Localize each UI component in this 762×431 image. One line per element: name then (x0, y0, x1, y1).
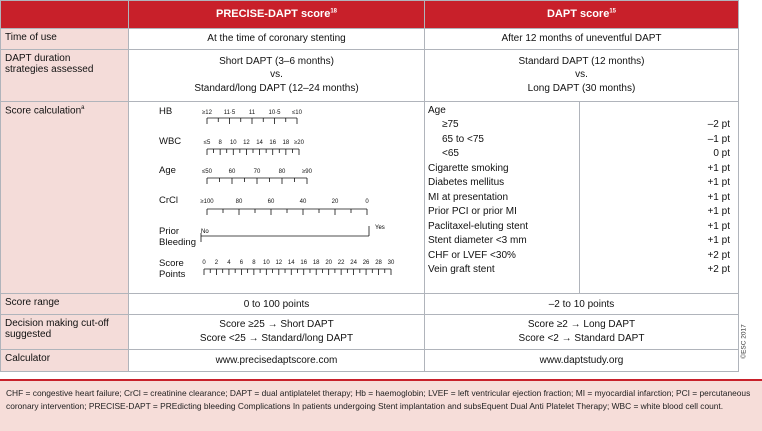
precise-decision: Score ≥25 → Short DAPT Score <25 → Standard/long DAPT (129, 314, 425, 349)
dapt-item-points: +2 pt (707, 264, 730, 275)
nomo-wbc-tick-label: 18 (282, 139, 290, 146)
nomo-score-tick-label: 30 (387, 259, 395, 266)
dapt-item-points: +1 pt (707, 220, 730, 232)
nomo-hb-tick-label: 11 (248, 109, 256, 116)
dapt-item-label: CHF or LVEF <30% (428, 249, 516, 261)
nomo-hb-tick-label: ≥12 (202, 109, 212, 116)
dapt-item-points: +1 pt (707, 162, 730, 174)
dapt-item-label: Prior PCI or prior MI (428, 206, 517, 217)
nomo-hb-label: HB (159, 105, 173, 117)
bleeding-yes: Yes (375, 224, 385, 231)
header-dapt: DAPT score$^{15}$ (425, 1, 739, 29)
dapt-item-label: Age (428, 104, 446, 116)
nomo-crcl-tick-label: 0 (365, 198, 369, 205)
dapt-item-label: 65 to <75 (442, 133, 484, 145)
nomo-score-tick-label: 22 (337, 259, 345, 266)
nomo-age-tick-label: ≤50 (202, 168, 212, 175)
label-decision: Decision making cut-off suggested (1, 314, 129, 349)
nomogram-svg (129, 102, 425, 288)
dapt-decision: Score ≥2 → Long DAPT Score <2 → Standard DAPT (425, 314, 739, 349)
dapt-item-points: +1 pt (707, 206, 730, 217)
nomo-crcl-tick-label: 20 (331, 198, 339, 205)
precise-nomogram (129, 101, 425, 294)
header-blank (1, 1, 129, 29)
nomo-wbc-tick-label: 16 (269, 139, 277, 146)
label-duration: DAPT duration strategies assessed (1, 49, 129, 101)
nomo-score-tick-label: 18 (312, 259, 320, 266)
dapt-item-label: Paclitaxel-eluting stent (428, 220, 529, 232)
header-row (1, 1, 739, 29)
nomo-score-tick-label: 16 (300, 259, 308, 266)
nomo-crcl-tick-label: 40 (299, 198, 307, 205)
label-time-of-use: Time of use (1, 28, 129, 49)
nomo-bleeding-label: Bleeding (159, 236, 196, 248)
dapt-item-points: –2 pt (707, 119, 730, 130)
nomo-score-tick-label: 10 (262, 259, 270, 266)
nomo-wbc-label: WBC (159, 135, 182, 147)
nomo-age-tick-label: ≥90 (302, 168, 312, 175)
nomo-crcl-tick-label: 80 (235, 198, 243, 205)
bleeding-no: No (201, 228, 209, 235)
dapt-time: After 12 months of uneventful DAPT (501, 33, 662, 45)
footnote: CHF = congestive heart failure; CrCl = creatinine clearance; DAPT = dual antiplatelet therapy; Hb = haemoglobin; LVEF = left ventricular ejection fraction; MI = myocardial infarction; PCI = percutaneous coronary intervention; PRECISE-DAPT = PREdicting bleeding Complications In patients undergoing Stent implantation and subsEquent Dual Anti Platelet Therapy; WBC = white blood cell count. (0, 379, 762, 431)
nomo-score-tick-label: 24 (350, 259, 357, 266)
nomo-prior-label: Prior (159, 225, 180, 237)
nomo-wbc-tick-label: ≥20 (294, 139, 304, 146)
nomo-score-tick-label: 4 (227, 259, 231, 266)
nomo-hb-tick-label: 11·5 (223, 109, 236, 116)
dapt-item-points: +1 pt (707, 235, 730, 246)
nomo-age-tick-label: 80 (278, 168, 286, 175)
nomo-score-tick-label: 2 (214, 259, 219, 266)
nomo-crcl-label: CrCl (159, 194, 178, 206)
row-score-range (1, 294, 739, 315)
nomo-score-tick-label: 0 (202, 259, 206, 266)
nomo-hb-tick-label: 10·5 (268, 109, 281, 116)
nomo-points-label: Points (159, 268, 186, 280)
dapt-item-points: +1 pt (707, 177, 730, 188)
dapt-range: –2 to 10 points (548, 298, 615, 310)
row-duration (1, 49, 739, 101)
nomo-crcl-tick-label: 60 (267, 198, 275, 205)
nomo-score-tick-label: 6 (239, 259, 244, 266)
nomo-wbc-tick-label: ≤5 (203, 139, 211, 146)
copyright-mark: ©ESC 2017 (740, 324, 748, 359)
dapt-item-points: –1 pt (707, 133, 730, 145)
dapt-item-label: Diabetes mellitus (428, 177, 505, 188)
nomo-wbc-tick-label: 14 (256, 139, 263, 146)
nomo-age-tick-label: 70 (253, 168, 261, 175)
nomo-score-tick-label: 12 (275, 259, 283, 266)
nomo-score-tick-label: 20 (325, 259, 333, 266)
label-score-range: Score range (1, 294, 129, 315)
dapt-duration: Standard DAPT (12 months) vs. Long DAPT (30 months) (425, 49, 739, 101)
nomo-score-tick-label: 14 (287, 259, 295, 266)
dapt-item-label: MI at presentation (428, 191, 509, 203)
dapt-item-points: +1 pt (707, 191, 730, 203)
precise-range: 0 to 100 points (243, 298, 310, 310)
dapt-items (425, 101, 739, 294)
nomo-score-tick-label: 8 (252, 259, 256, 266)
precise-calculator-link[interactable]: www.precisedaptscore.com (215, 355, 338, 367)
dapt-item-label: <65 (442, 148, 459, 159)
row-decision (1, 314, 739, 349)
nomo-wbc-tick-label: 12 (243, 139, 250, 146)
dapt-item-points: 0 pt (713, 148, 730, 159)
row-score-calc (1, 101, 739, 294)
nomo-wbc-tick-label: 10 (229, 139, 237, 146)
dapt-item-points: +2 pt (707, 249, 730, 261)
precise-time: At the time of coronary stenting (207, 33, 346, 45)
nomo-age-tick-label: 60 (228, 168, 236, 175)
nomo-age-label: Age (159, 164, 176, 176)
nomo-score-tick-label: 28 (375, 259, 382, 266)
dapt-item-points (580, 104, 730, 119)
label-score-calc: Score calculation$^a$ (1, 101, 129, 294)
row-time-of-use (1, 28, 739, 49)
dapt-item-label: Stent diameter <3 mm (428, 235, 527, 246)
dapt-calculator-link[interactable]: www.daptstudy.org (539, 355, 624, 367)
nomo-score-label: Score (159, 257, 184, 269)
dapt-item-label: Vein graft stent (428, 264, 495, 275)
dapt-item-label: Cigarette smoking (428, 162, 509, 174)
precise-duration: Short DAPT (3–6 months) vs. Standard/long DAPT (12–24 months) (129, 49, 425, 101)
nomo-wbc-tick-label: 8 (218, 139, 222, 146)
label-calculator: Calculator (1, 350, 129, 372)
header-precise: PRECISE-DAPT score$^{18}$ (129, 1, 425, 29)
dapt-item-label: ≥75 (442, 119, 459, 130)
nomo-score-tick-label: 26 (362, 259, 370, 266)
row-calculator (1, 350, 739, 372)
nomo-crcl-tick-label: ≥100 (200, 198, 214, 205)
nomo-hb-tick-label: ≤10 (292, 109, 302, 116)
